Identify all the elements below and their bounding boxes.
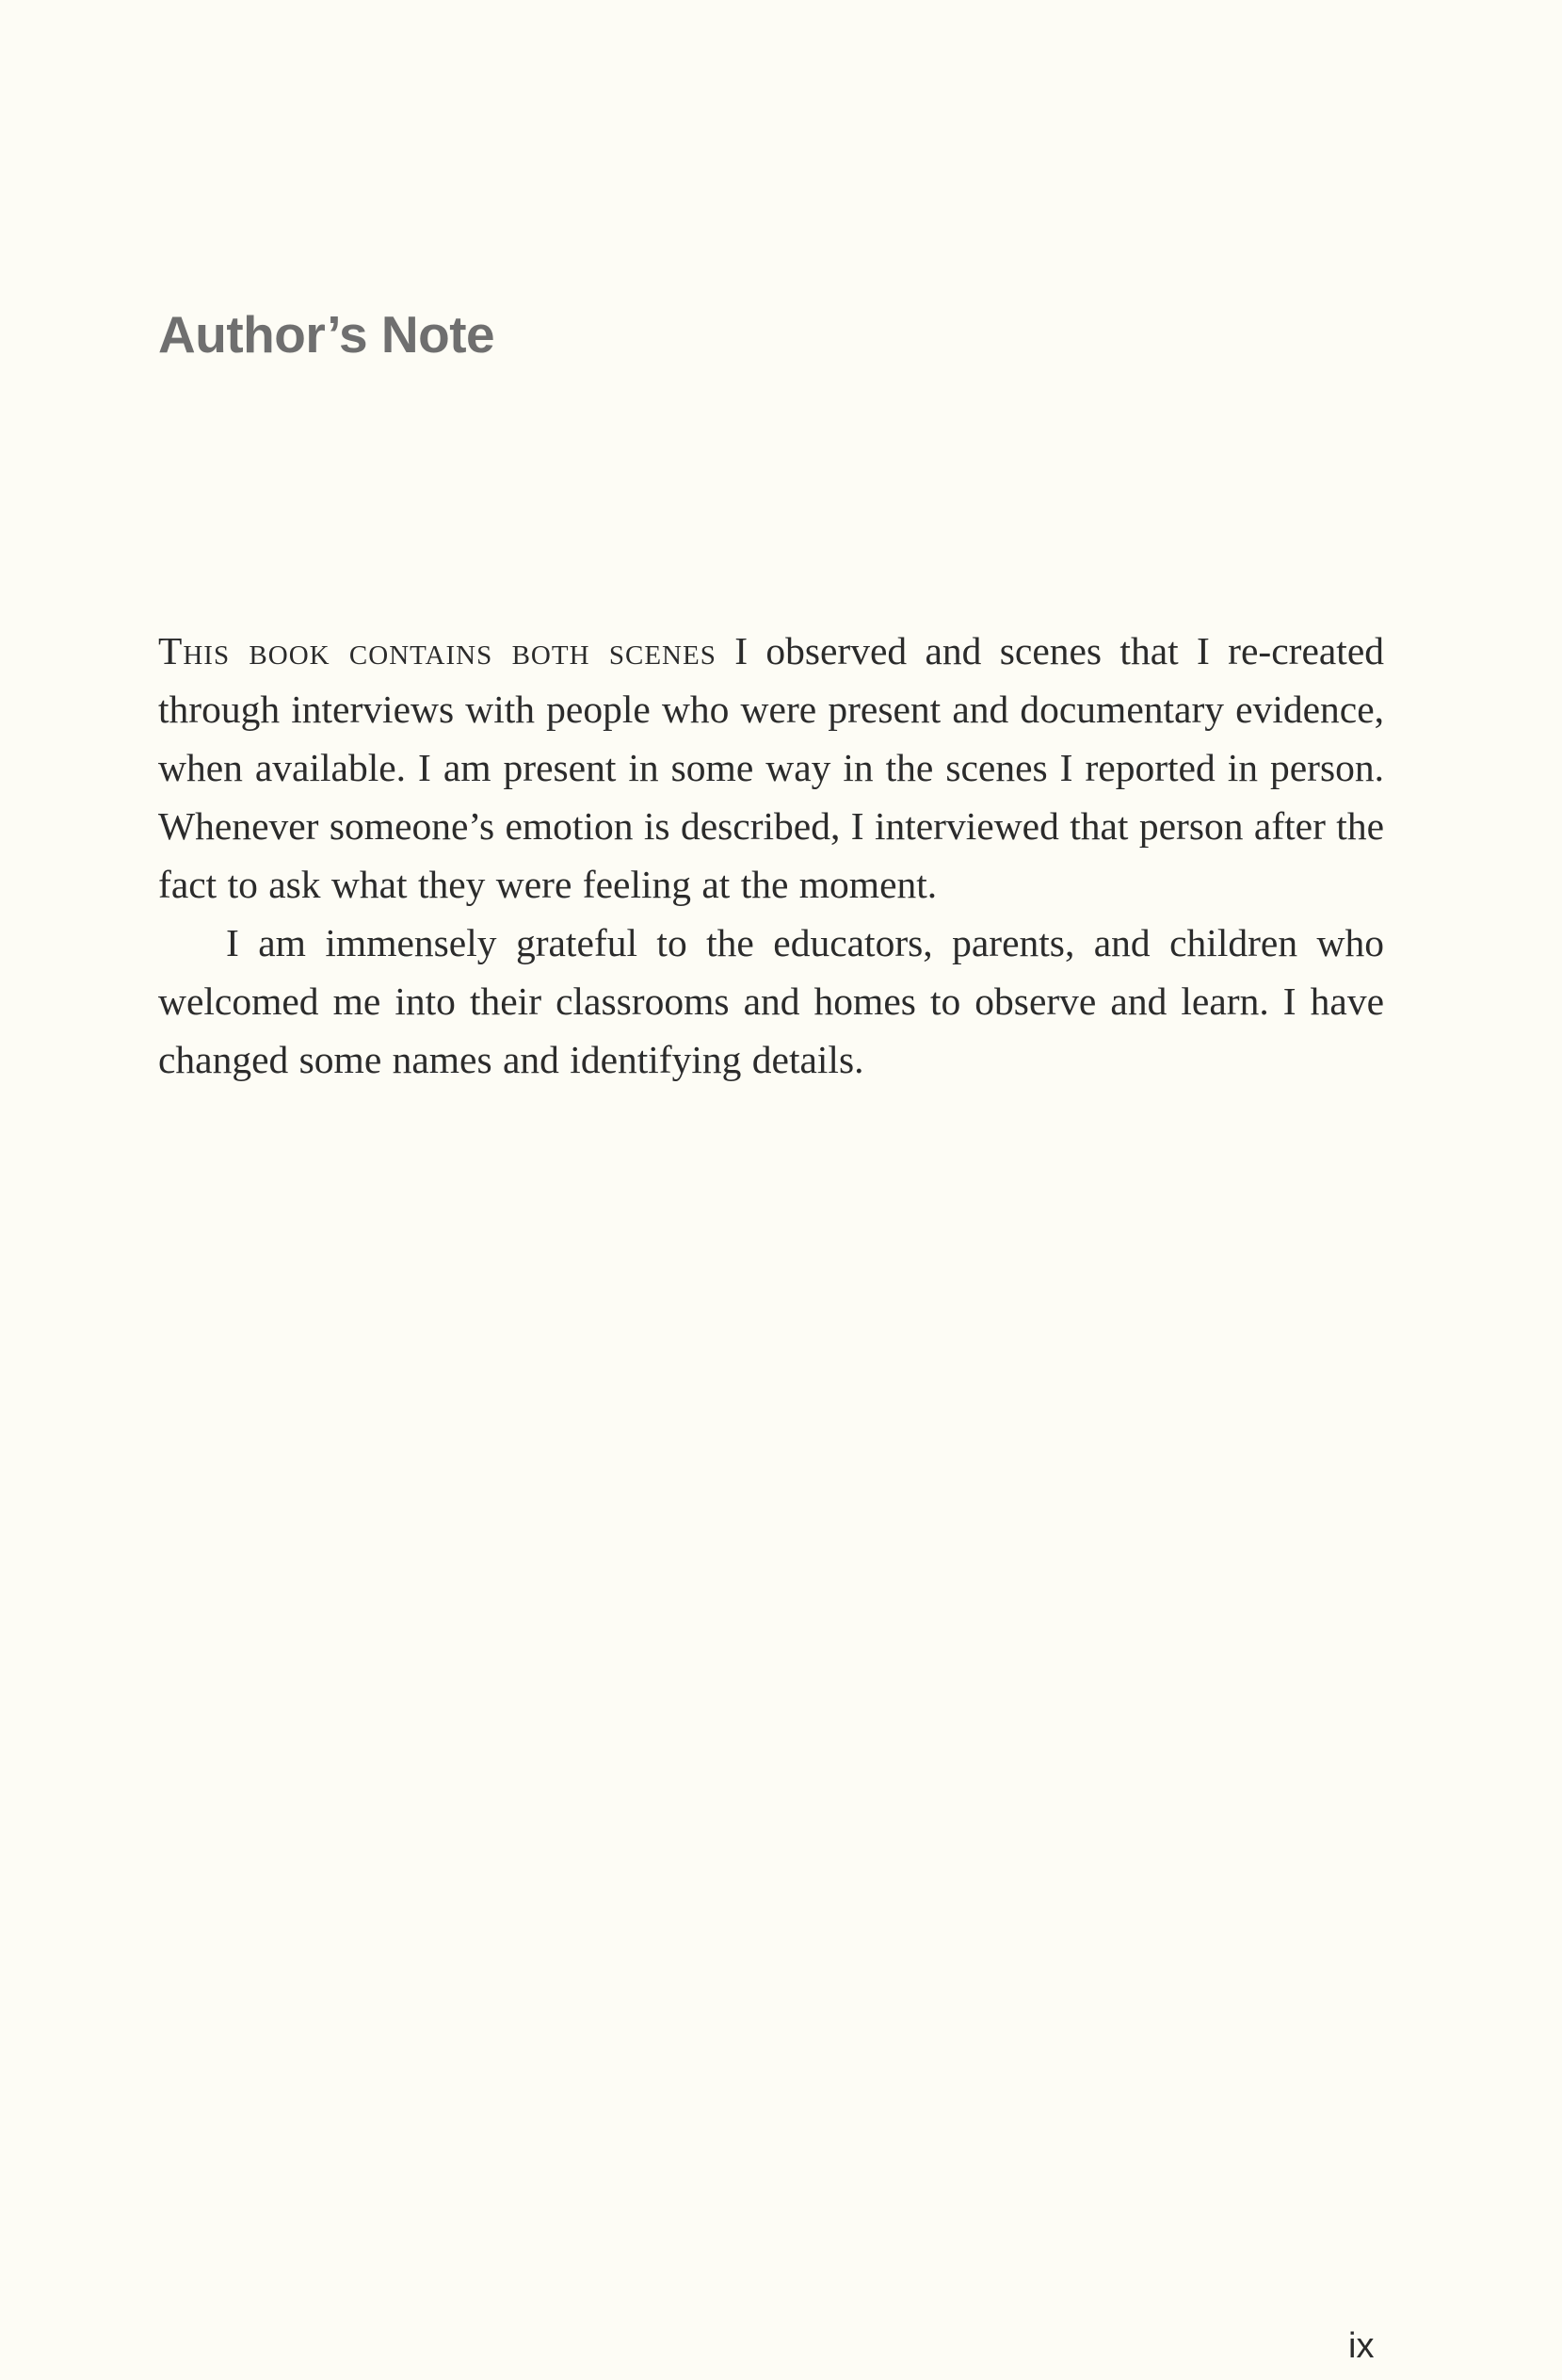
paragraph-2: I am immensely grateful to the educators, parents, and children who welcomed me into their classrooms and homes to observe and learn. I have changed some names and identifying details. xyxy=(158,921,1384,1081)
paragraph-1-text: I observed and scenes that I re-created through interviews with people who were present and documentary evidence, when available. I am present in some way in the scenes I reported in person. Whenever someone’s emotion is described, I interviewed that person after the fact to ask what they were feeling at the moment. xyxy=(158,629,1384,906)
body-text xyxy=(158,622,1384,1089)
page-number: ix xyxy=(1348,2326,1375,2366)
page-title: Author’s Note xyxy=(158,305,495,364)
paragraph-1 xyxy=(158,622,1384,914)
paragraph-lead-in: This book contains both scenes xyxy=(158,629,717,672)
